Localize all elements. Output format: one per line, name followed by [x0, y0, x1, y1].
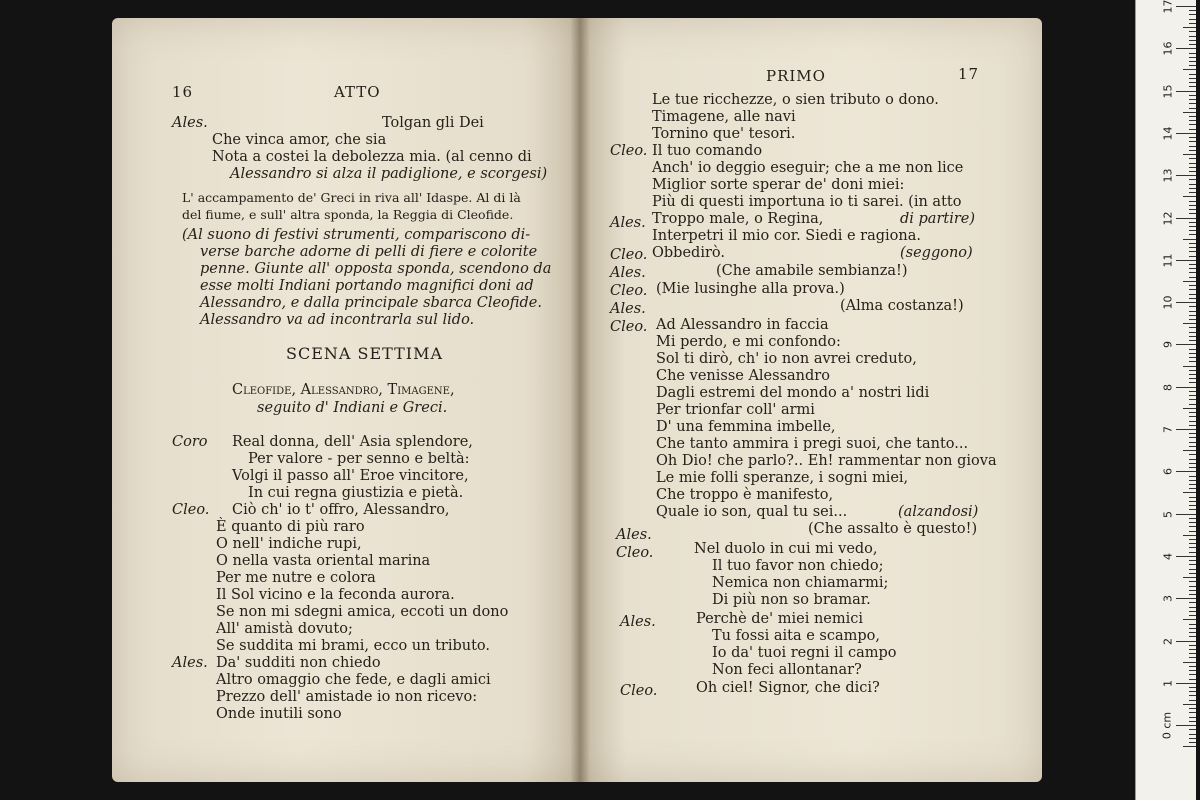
ruler-label: 5 — [1161, 510, 1175, 518]
ruler-label: 17 — [1161, 0, 1175, 14]
ruler-tick — [1189, 433, 1196, 434]
ruler-tick — [1189, 53, 1196, 54]
speaker-label: Cleo. — [620, 683, 658, 699]
text-line: di partire) — [900, 211, 976, 227]
text-line: L' accampamento de' Greci in riva all' Idaspe. Al di là — [182, 190, 521, 205]
ruler-tick — [1189, 437, 1196, 438]
ruler-tick — [1189, 40, 1196, 41]
ruler-label: 4 — [1161, 552, 1175, 560]
text-line: O nella vasta oriental marina — [216, 553, 431, 569]
page-number: 17 — [958, 65, 980, 83]
ruler-tick — [1189, 256, 1196, 257]
ruler-tick — [1189, 141, 1196, 142]
text-line: Perchè de' miei nemici — [696, 611, 864, 627]
ruler-tick — [1189, 150, 1196, 151]
text-line: Da' sudditi non chiedo — [216, 655, 381, 671]
ruler-tick — [1189, 78, 1196, 79]
ruler-tick — [1189, 171, 1196, 172]
ruler-tick — [1189, 463, 1196, 464]
text-line: esse molti Indiani portando magnifici doni ad — [200, 278, 534, 294]
ruler-tick — [1176, 175, 1196, 176]
ruler-tick — [1189, 353, 1196, 354]
ruler-tick — [1189, 327, 1196, 328]
text-line: Il tuo favor non chiedo; — [712, 558, 884, 574]
ruler-tick — [1176, 471, 1196, 472]
ruler-tick — [1183, 408, 1196, 409]
ruler-tick — [1189, 332, 1196, 333]
text-line: Il Sol vicino e la feconda aurora. — [216, 587, 455, 603]
text-line: Se suddita mi brami, ecco un tributo. — [216, 638, 491, 654]
text-line: D' una femmina imbelle, — [656, 419, 836, 435]
ruler-tick — [1189, 268, 1196, 269]
ruler-tick — [1183, 112, 1196, 113]
text-line: (alzandosi) — [898, 504, 979, 520]
running-head: PRIMO — [766, 67, 826, 85]
ruler-tick — [1189, 19, 1196, 20]
text-line: seguito d' Indiani e Greci. — [257, 400, 448, 416]
ruler-tick — [1189, 454, 1196, 455]
text-line: Ad Alessandro in faccia — [656, 317, 829, 333]
ruler-tick — [1189, 31, 1196, 32]
text-line: Altro omaggio che fede, e dagli amici — [216, 672, 491, 688]
ruler-tick — [1189, 670, 1196, 671]
text-line: Per valore - per senno e beltà: — [248, 451, 470, 467]
ruler-tick — [1189, 590, 1196, 591]
ruler-tick — [1189, 501, 1196, 502]
ruler-tick — [1189, 306, 1196, 307]
ruler-label: 1 — [1161, 679, 1175, 687]
ruler-tick — [1189, 378, 1196, 379]
ruler-tick — [1189, 459, 1196, 460]
ruler-tick — [1189, 230, 1196, 231]
ruler-tick — [1183, 323, 1196, 324]
text-line: Real donna, dell' Asia splendore, — [232, 434, 473, 450]
measuring-ruler — [1135, 0, 1196, 800]
text-line: Che tanto ammira i pregi suoi, che tanto... — [656, 436, 969, 452]
ruler-tick — [1189, 632, 1196, 633]
text-line: Obbedirò. — [652, 245, 725, 261]
ruler-tick — [1189, 404, 1196, 405]
ruler-tick — [1183, 27, 1196, 28]
ruler-tick — [1189, 569, 1196, 570]
ruler-tick — [1176, 344, 1196, 345]
ruler-tick — [1189, 44, 1196, 45]
ruler-tick — [1189, 146, 1196, 147]
ruler-label: 7 — [1161, 426, 1175, 433]
ruler-tick — [1189, 36, 1196, 37]
ruler-tick — [1189, 624, 1196, 625]
ruler-tick — [1189, 412, 1196, 413]
ruler-tick — [1189, 272, 1196, 273]
ruler-tick — [1176, 218, 1196, 219]
ruler-tick — [1189, 124, 1196, 125]
running-head: ATTO — [334, 83, 381, 101]
text-line: Prezzo dell' amistade io non ricevo: — [216, 689, 478, 705]
text-line: Quale io son, qual tu sei... — [656, 504, 848, 520]
ruler-tick — [1189, 374, 1196, 375]
text-line: Alessandro, e dalla principale sbarca Cleofide. — [200, 295, 542, 311]
text-line: In cui regna giustizia e pietà. — [248, 485, 464, 501]
page-number: 16 — [172, 83, 194, 101]
text-line: Tolgan gli Dei — [382, 115, 484, 131]
ruler-tick — [1176, 683, 1196, 684]
ruler-tick — [1183, 746, 1196, 747]
ruler-tick — [1189, 357, 1196, 358]
ruler-tick — [1189, 607, 1196, 608]
ruler-tick — [1189, 497, 1196, 498]
ruler-tick — [1189, 226, 1196, 227]
ruler-tick — [1189, 158, 1196, 159]
ruler-tick — [1189, 361, 1196, 362]
ruler-tick — [1189, 57, 1196, 58]
ruler-tick — [1189, 23, 1196, 24]
ruler-tick — [1189, 442, 1196, 443]
text-line: Nel duolo in cui mi vedo, — [694, 541, 878, 557]
text-line: Che venisse Alessandro — [656, 368, 830, 384]
ruler-tick — [1189, 65, 1196, 66]
ruler-tick — [1183, 239, 1196, 240]
ruler-tick — [1189, 467, 1196, 468]
ruler-tick — [1189, 234, 1196, 235]
ruler-label: 16 — [1161, 41, 1175, 56]
text-line: Sol ti dirò, ch' io non avrei creduto, — [656, 351, 917, 367]
ruler-tick — [1189, 674, 1196, 675]
ruler-label: 0 cm — [1160, 711, 1174, 740]
ruler-tick — [1189, 628, 1196, 629]
text-line: Troppo male, o Regina, — [652, 211, 824, 227]
text-line: (Al suono di festivi strumenti, compariscono di- — [182, 227, 531, 243]
ruler-label: 8 — [1161, 383, 1175, 391]
ruler-label: 6 — [1161, 468, 1175, 476]
ruler-tick — [1176, 725, 1196, 726]
ruler-tick — [1189, 547, 1196, 548]
ruler-tick — [1189, 721, 1196, 722]
text-line: SCENA SETTIMA — [286, 344, 444, 363]
ruler-tick — [1189, 560, 1196, 561]
speaker-label: Ales. — [172, 115, 208, 131]
ruler-tick — [1189, 738, 1196, 739]
ruler-tick — [1189, 311, 1196, 312]
speaker-label: Ales. — [620, 614, 656, 630]
ruler-tick — [1189, 298, 1196, 299]
text-line: Anch' io deggio eseguir; che a me non lice — [652, 160, 964, 176]
text-line: (Alma costanza!) — [840, 298, 964, 314]
speaker-label: Cleo. — [610, 143, 648, 159]
ruler-tick — [1189, 95, 1196, 96]
speaker-label: Ales. — [616, 527, 652, 543]
ruler-tick — [1189, 349, 1196, 350]
ruler-tick — [1183, 577, 1196, 578]
book-gutter — [570, 18, 590, 782]
ruler-label: 12 — [1161, 211, 1175, 225]
text-line: Per trionfar coll' armi — [656, 402, 815, 418]
ruler-tick — [1189, 120, 1196, 121]
text-line: È quanto di più raro — [216, 519, 365, 535]
text-line: Tornino que' tesori. — [652, 126, 796, 142]
speaker-label: Cleo. — [610, 283, 648, 299]
text-line: Di più non so bramar. — [712, 592, 871, 608]
text-line: Alessandro va ad incontrarla sul lido. — [200, 312, 475, 328]
text-line: (Che amabile sembianza!) — [716, 263, 908, 279]
ruler-tick — [1189, 531, 1196, 532]
ruler-tick — [1189, 539, 1196, 540]
ruler-tick — [1176, 133, 1196, 134]
ruler-tick — [1183, 281, 1196, 282]
ruler-tick — [1189, 522, 1196, 523]
ruler-tick — [1176, 429, 1196, 430]
ruler-tick — [1189, 213, 1196, 214]
ruler-tick — [1189, 488, 1196, 489]
text-line: Interpetri il mio cor. Siedi e ragiona. — [652, 228, 921, 244]
speaker-label: Cleo. — [616, 545, 654, 561]
text-line: Volgi il passo all' Eroe vincitore, — [232, 468, 469, 484]
ruler-tick — [1189, 391, 1196, 392]
ruler-tick — [1189, 201, 1196, 202]
text-line: Mi perdo, e mi confondo: — [656, 334, 841, 350]
ruler-tick — [1189, 484, 1196, 485]
text-line: O nell' indiche rupi, — [216, 536, 362, 552]
ruler-tick — [1183, 154, 1196, 155]
text-line: Io da' tuoi regni il campo — [712, 645, 897, 661]
ruler-tick — [1176, 598, 1196, 599]
text-line: Non feci allontanar? — [712, 662, 862, 678]
ruler-tick — [1183, 662, 1196, 663]
text-line: Che troppo è manifesto, — [656, 487, 834, 503]
text-line: (seggono) — [900, 245, 973, 261]
ruler-tick — [1189, 687, 1196, 688]
ruler-tick — [1189, 86, 1196, 87]
ruler-label: 15 — [1161, 84, 1175, 99]
text-line: Alessandro si alza il padiglione, e scorgesi) — [230, 166, 548, 182]
ruler-tick — [1189, 581, 1196, 582]
ruler-tick — [1189, 543, 1196, 544]
ruler-tick — [1189, 611, 1196, 612]
ruler-tick — [1189, 586, 1196, 587]
ruler-tick — [1189, 649, 1196, 650]
ruler-tick — [1176, 641, 1196, 642]
text-line: All' amistà dovuto; — [216, 621, 353, 637]
ruler-tick — [1189, 82, 1196, 83]
ruler-tick — [1189, 167, 1196, 168]
ruler-tick — [1189, 243, 1196, 244]
ruler-tick — [1189, 319, 1196, 320]
ruler-tick — [1183, 69, 1196, 70]
ruler-tick — [1189, 294, 1196, 295]
ruler-tick — [1183, 704, 1196, 705]
ruler-tick — [1189, 336, 1196, 337]
ruler-tick — [1183, 196, 1196, 197]
text-line: Tu fossi aita e scampo, — [712, 628, 880, 644]
ruler-label: 14 — [1161, 126, 1175, 141]
ruler-tick — [1189, 742, 1196, 743]
ruler-tick — [1189, 395, 1196, 396]
speaker-label: Ales. — [610, 301, 646, 317]
ruler-tick — [1189, 717, 1196, 718]
ruler-tick — [1189, 251, 1196, 252]
ruler-tick — [1176, 6, 1196, 7]
speaker-label: Ales. — [610, 265, 646, 281]
ruler-tick — [1189, 103, 1196, 104]
ruler-tick — [1189, 289, 1196, 290]
ruler-tick — [1189, 163, 1196, 164]
ruler-tick — [1189, 340, 1196, 341]
ruler-tick — [1176, 91, 1196, 92]
ruler-tick — [1189, 421, 1196, 422]
ruler-tick — [1189, 108, 1196, 109]
ruler-tick — [1183, 450, 1196, 451]
text-line: del fiume, e sull' altra sponda, la Reggia di Cleofide. — [182, 207, 514, 222]
ruler-tick — [1189, 602, 1196, 603]
ruler-tick — [1189, 247, 1196, 248]
left-page — [112, 18, 580, 782]
ruler-tick — [1189, 285, 1196, 286]
speaker-label: Coro — [172, 434, 208, 450]
text-line: verse barche adorne di pelli di fiere e colorite — [200, 244, 538, 260]
ruler-tick — [1189, 425, 1196, 426]
text-line: (Che assalto è questo!) — [808, 521, 978, 537]
ruler-tick — [1176, 260, 1196, 261]
ruler-tick — [1183, 619, 1196, 620]
ruler-tick — [1189, 679, 1196, 680]
ruler-tick — [1189, 509, 1196, 510]
text-line: (Mie lusinghe alla prova.) — [656, 281, 845, 297]
ruler-tick — [1189, 192, 1196, 193]
ruler-tick — [1176, 48, 1196, 49]
ruler-tick — [1176, 514, 1196, 515]
speaker-label: Cleo. — [610, 247, 648, 263]
ruler-tick — [1189, 116, 1196, 117]
text-line: Onde inutili sono — [216, 706, 342, 722]
ruler-tick — [1189, 315, 1196, 316]
ruler-label: 3 — [1161, 595, 1175, 603]
text-line: Cleofide, Alessandro, Timagene, — [232, 382, 455, 398]
ruler-label: 11 — [1161, 253, 1175, 268]
text-line: Nemica non chiamarmi; — [712, 575, 889, 591]
text-line: Se non mi sdegni amica, eccoti un dono — [216, 604, 509, 620]
ruler-tick — [1189, 505, 1196, 506]
ruler-tick — [1189, 179, 1196, 180]
ruler-tick — [1176, 302, 1196, 303]
open-book — [112, 18, 1042, 782]
ruler-tick — [1189, 729, 1196, 730]
ruler-tick — [1189, 370, 1196, 371]
text-line: Oh ciel! Signor, che dici? — [696, 680, 880, 696]
ruler-tick — [1189, 264, 1196, 265]
text-line: penne. Giunte all' opposta sponda, scendono da — [200, 261, 552, 277]
ruler-tick — [1189, 382, 1196, 383]
ruler-tick — [1189, 277, 1196, 278]
ruler-tick — [1189, 209, 1196, 210]
ruler-tick — [1189, 734, 1196, 735]
text-line: Per me nutre e colora — [216, 570, 376, 586]
ruler-tick — [1189, 480, 1196, 481]
text-line: Più di questi importuna io ti sarei. (in atto — [652, 194, 962, 210]
ruler-tick — [1189, 416, 1196, 417]
ruler-label: 2 — [1161, 637, 1175, 645]
speaker-label: Cleo. — [610, 319, 648, 335]
ruler-tick — [1189, 691, 1196, 692]
ruler-tick — [1189, 657, 1196, 658]
ruler-label: 10 — [1161, 295, 1175, 310]
text-line: Nota a costei la debolezza mia. (al cenno di — [212, 149, 532, 165]
ruler-tick — [1176, 387, 1196, 388]
ruler-tick — [1189, 594, 1196, 595]
ruler-tick — [1189, 137, 1196, 138]
ruler-label: 13 — [1161, 168, 1175, 183]
ruler-label: 9 — [1161, 341, 1175, 349]
ruler-tick — [1189, 10, 1196, 11]
ruler-tick — [1183, 535, 1196, 536]
ruler-tick — [1189, 188, 1196, 189]
ruler-tick — [1189, 99, 1196, 100]
ruler-tick — [1189, 552, 1196, 553]
ruler-tick — [1189, 476, 1196, 477]
ruler-tick — [1189, 205, 1196, 206]
ruler-tick — [1189, 564, 1196, 565]
ruler-tick — [1189, 129, 1196, 130]
ruler-tick — [1189, 653, 1196, 654]
text-line: Le tue ricchezze, o sien tributo o dono. — [652, 92, 939, 108]
speaker-label: Ales. — [172, 655, 208, 671]
ruler-tick — [1189, 615, 1196, 616]
text-line: Che vinca amor, che sia — [212, 132, 387, 148]
ruler-tick — [1189, 708, 1196, 709]
ruler-tick — [1189, 526, 1196, 527]
ruler-tick — [1189, 666, 1196, 667]
ruler-tick — [1189, 14, 1196, 15]
text-line: Miglior sorte sperar de' doni miei: — [652, 177, 905, 193]
ruler-tick — [1189, 636, 1196, 637]
text-line: Ciò ch' io t' offro, Alessandro, — [232, 502, 450, 518]
ruler-tick — [1189, 61, 1196, 62]
speaker-label: Ales. — [610, 215, 646, 231]
ruler-tick — [1189, 645, 1196, 646]
ruler-tick — [1189, 222, 1196, 223]
ruler-tick — [1189, 446, 1196, 447]
text-line: Il tuo comando — [652, 143, 763, 159]
ruler-tick — [1189, 700, 1196, 701]
ruler-tick — [1189, 712, 1196, 713]
ruler-tick — [1183, 492, 1196, 493]
text-line: Oh Dio! che parlo?.. Eh! rammentar non giova — [656, 453, 997, 469]
ruler-tick — [1189, 184, 1196, 185]
text-line: Timagene, alle navi — [652, 109, 796, 125]
text-line: Dagli estremi del mondo a' nostri lidi — [656, 385, 930, 401]
ruler-tick — [1189, 695, 1196, 696]
ruler-tick — [1189, 518, 1196, 519]
ruler-tick — [1189, 74, 1196, 75]
ruler-tick — [1176, 556, 1196, 557]
ruler-tick — [1189, 399, 1196, 400]
text-line: Le mie folli speranze, i sogni miei, — [656, 470, 909, 486]
ruler-tick — [1183, 366, 1196, 367]
right-page — [580, 18, 1042, 782]
speaker-label: Cleo. — [172, 502, 210, 518]
ruler-tick — [1189, 573, 1196, 574]
